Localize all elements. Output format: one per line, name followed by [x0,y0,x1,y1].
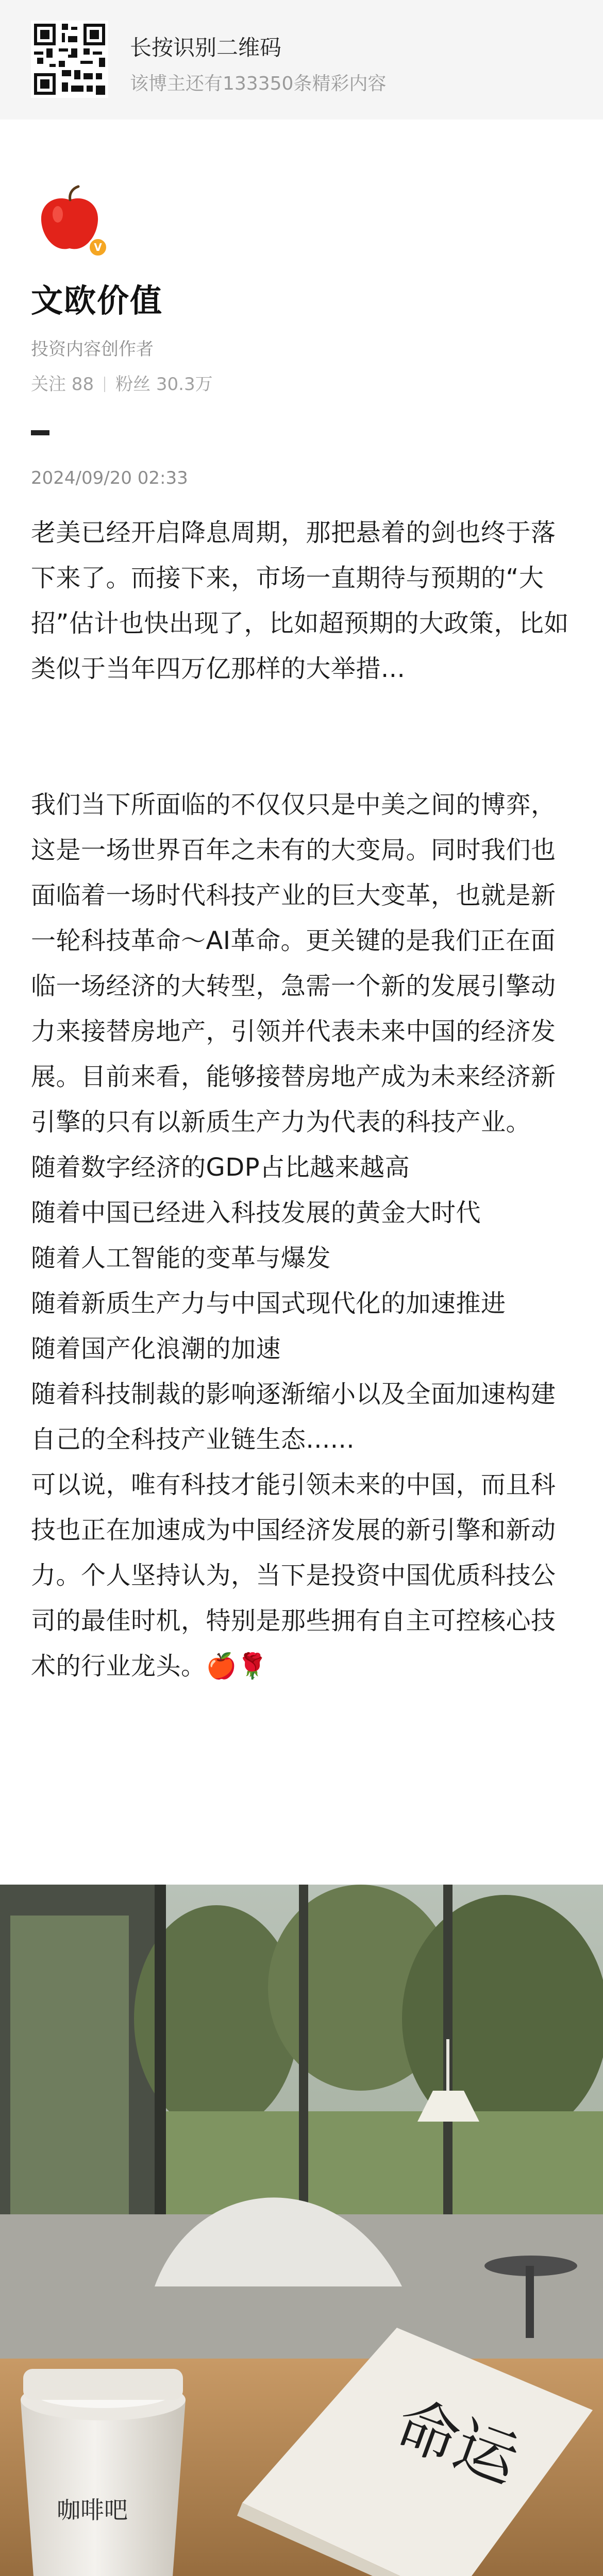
post-date: 2024/09/20 02:33 [31,468,188,488]
paragraph: 随着人工智能的变革与爆发 [31,1244,331,1273]
qr-banner [0,0,603,120]
author-stats [31,370,213,395]
paragraph: 随着数字经济的GDP占比越来越高 [31,1153,410,1182]
paragraph: 随着科技制裁的影响逐渐缩小以及全面加速构建自己的全科技产业链生态...... [31,1380,556,1454]
book-title: 命运 [387,2387,528,2498]
title-divider [31,430,49,435]
paragraph: 随着中国已经进入科技发展的黄金大时代 [31,1198,481,1227]
paragraph-spacer [31,691,572,782]
qr-code-icon[interactable] [31,21,108,98]
banner-subtitle: 该博主还有133350条精彩内容 [130,73,387,94]
paragraph: 我们当下所面临的不仅仅只是中美之间的博弈，这是一场世界百年之未有的大变局。同时我们也面临着一场时代科技产业的巨大变革，也就是新一轮科技革命～AI革命。更关键的是我们正在面临一场经济的大转型，急需一个新的发展引擎动力来接替房地产，引领并代表未来中国的经济发展。目前来看，能够接替房地产成为未来经济新引擎的只有以新质生产力为代表的科技产业。 [31,790,556,1137]
paragraph: 随着国产化浪潮的加速 [31,1334,281,1363]
author-name[interactable]: 文欧价值 [31,282,163,319]
followers-count[interactable]: 粉丝 30.3万 [115,374,213,395]
cup-print: 咖啡吧 [57,2496,128,2524]
author-role: 投资内容创作者 [31,339,154,360]
post-body [31,510,572,1689]
stats-divider [104,377,105,392]
verified-badge-icon: V [88,237,108,258]
following-count[interactable]: 关注 88 [31,374,94,395]
paragraph: 可以说，唯有科技才能引领未来的中国，而且科技也正在加速成为中国经济发展的新引擎和新动力。个人坚持认为，当下是投资中国优质科技公司的最佳时机，特别是那些拥有自主可控核心技术的行业龙头。🍎🌹 [31,1470,556,1681]
paragraph: 老美已经开启降息周期，那把悬着的剑也终于落下来了。而接下来，市场一直期待与预期的“大招”估计也快出现了，比如超预期的大政策，比如类似于当年四万亿那样的大举措... [31,518,569,683]
banner-title: 长按识别二维码 [130,35,282,60]
post-image[interactable] [0,1885,603,2576]
paragraph: 随着新质生产力与中国式现代化的加速推进 [31,1289,506,1318]
